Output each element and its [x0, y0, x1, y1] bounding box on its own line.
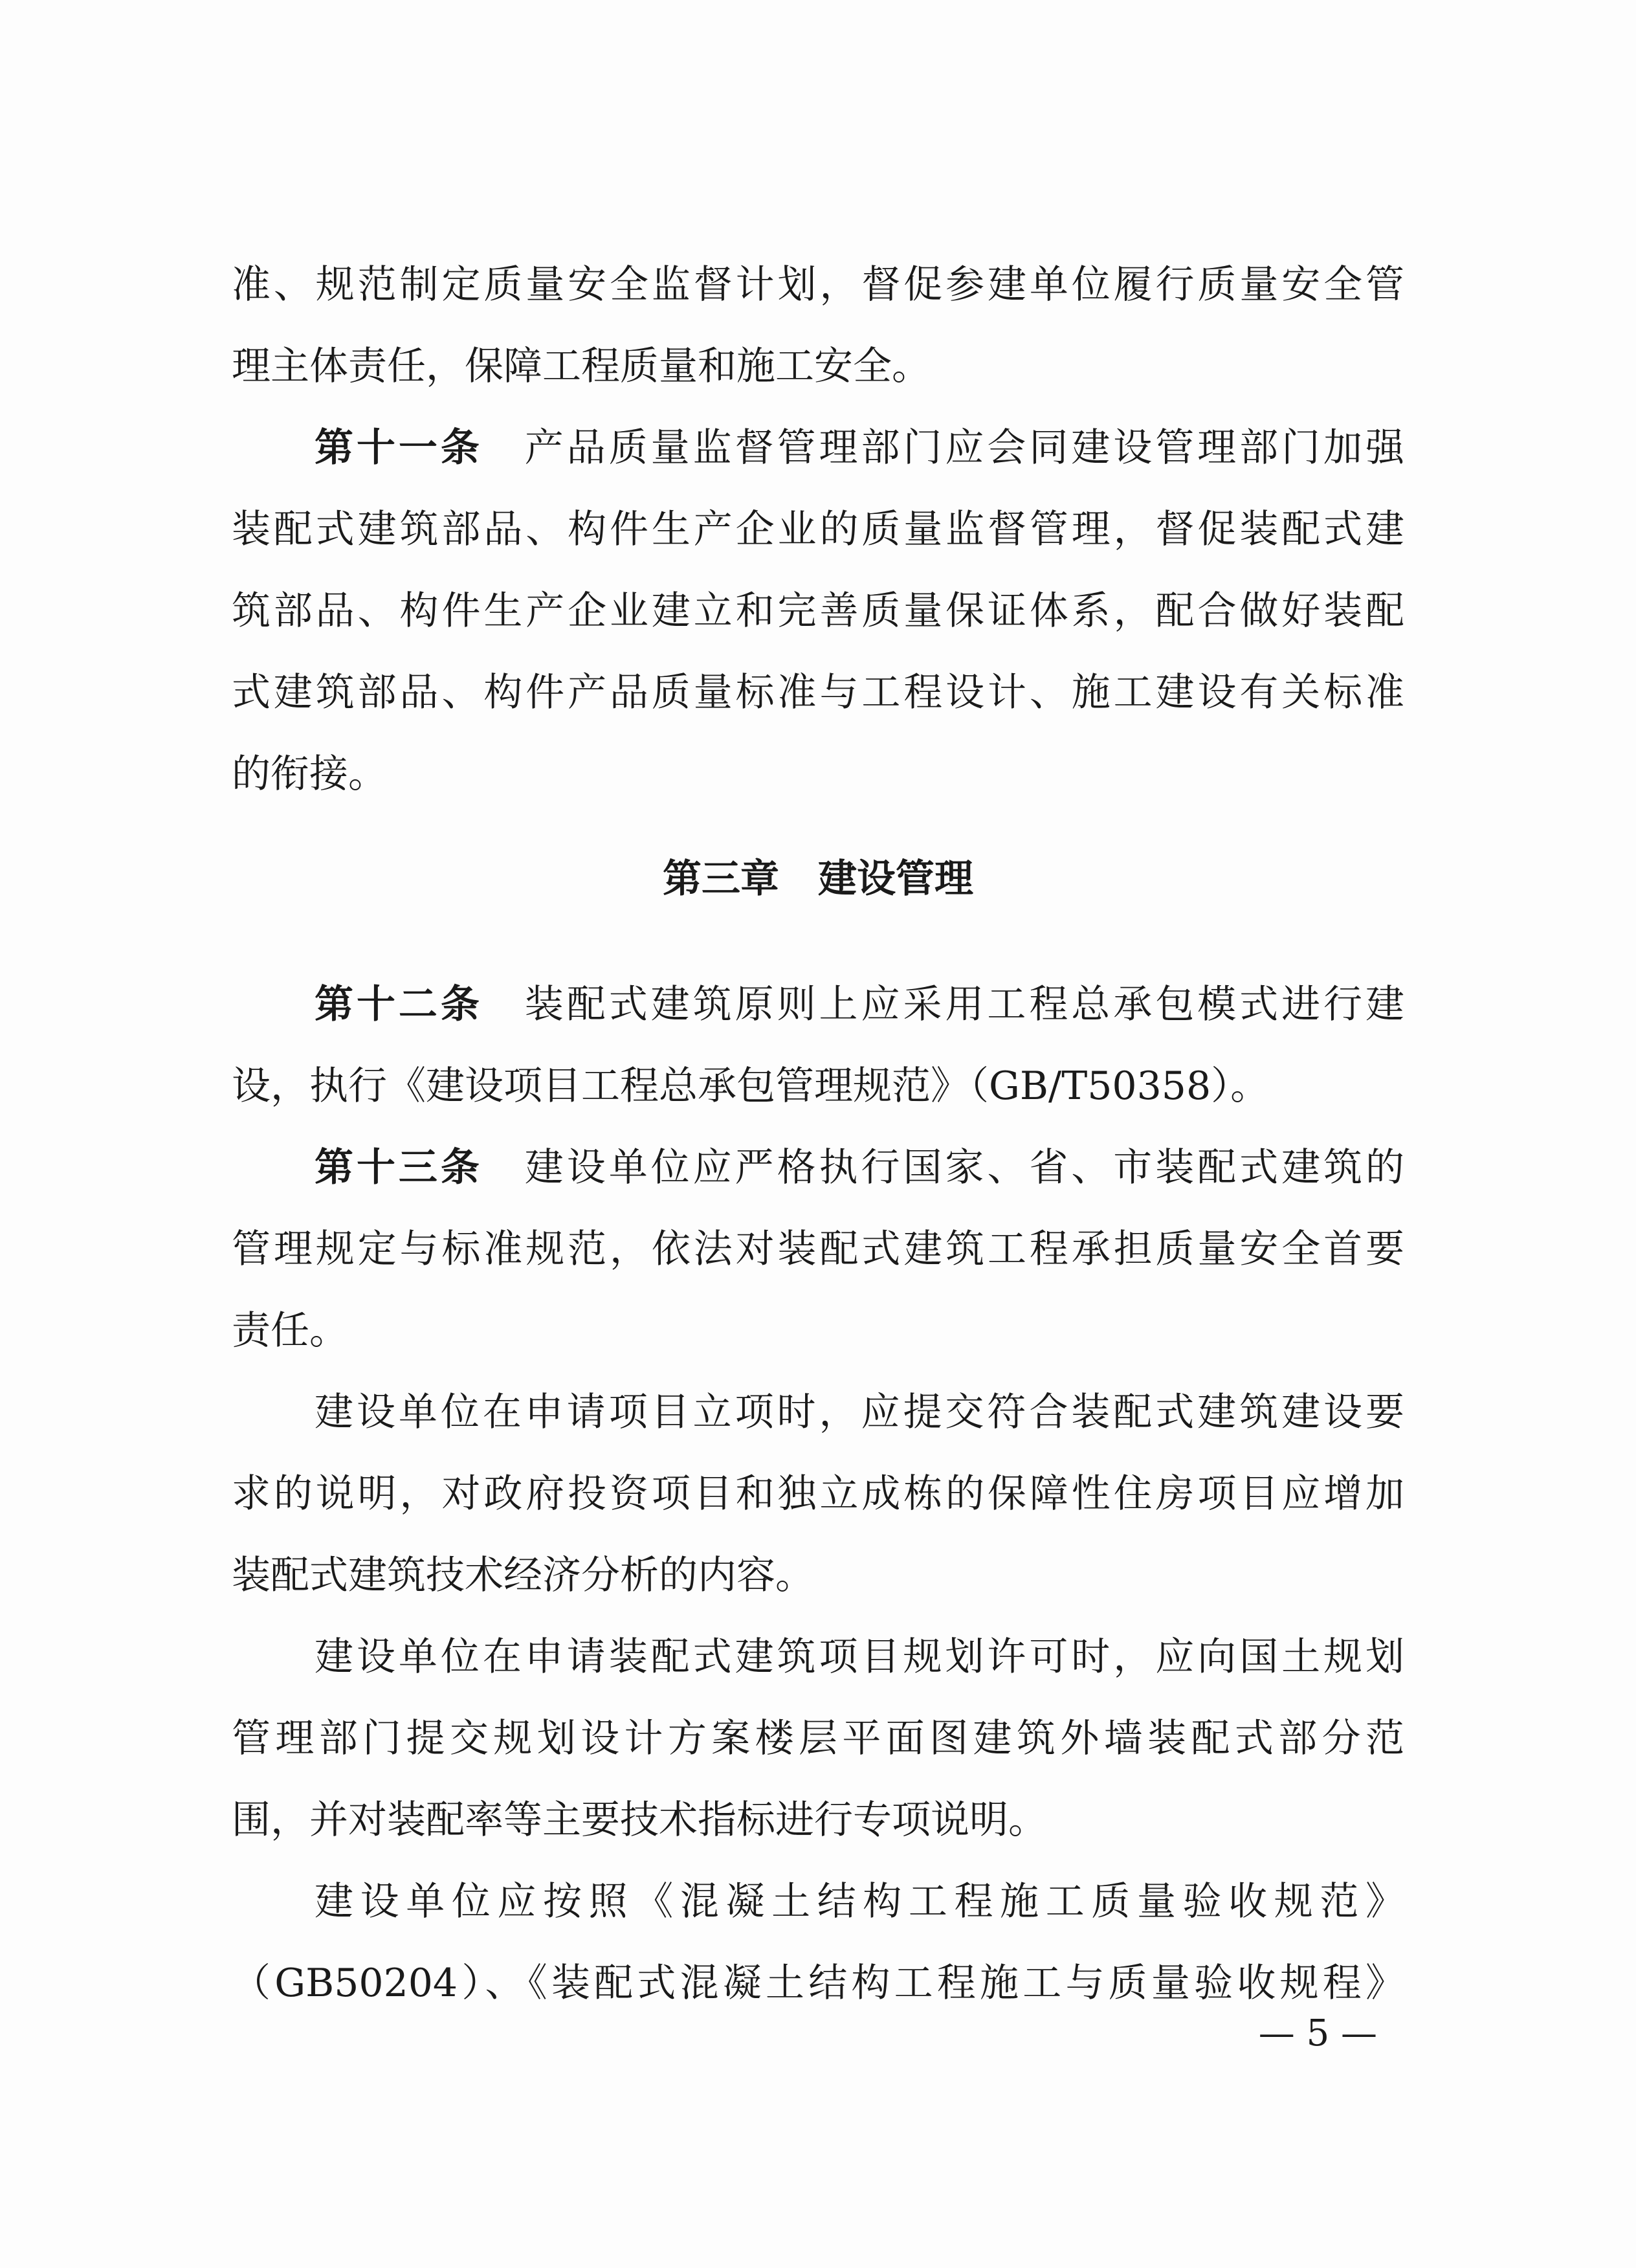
article-13-text: 建设单位应严格执行国家、省、市装配式建筑的: [521, 1145, 1405, 1190]
page-number: — 5 —: [1258, 2012, 1377, 2054]
chapter-heading: 第三章 建设管理: [663, 856, 973, 902]
text-line: 管理规定与标准规范，依法对装配式建筑工程承担质量安全首要: [232, 1227, 1404, 1272]
text-line: 装配式建筑技术经济分析的内容。: [232, 1553, 814, 1598]
text-line: 的衔接。: [232, 751, 387, 797]
text-line: 装配式建筑部品、构件生产企业的质量监督管理，督促装配式建: [232, 507, 1404, 552]
article-11-text: 产品质量监督管理部门应会同建设管理部门加强: [521, 425, 1405, 471]
article-11-first-line: [315, 422, 1404, 474]
text-line: 求的说明，对政府投资项目和独立成栋的保障性住房项目应增加: [232, 1471, 1404, 1517]
text-line: 设，执行《建设项目工程总承包管理规范》（GB/T50358）。: [232, 1063, 1270, 1109]
article-13-label: 第十三条: [315, 1145, 483, 1190]
paragraph-first-line: 建设单位在申请装配式建筑项目规划许可时，应向国土规划: [315, 1634, 1404, 1680]
text-line: 责任。: [232, 1308, 348, 1353]
text-line: 准、规范制定质量安全监督计划，督促参建单位履行质量安全管: [232, 262, 1404, 307]
text-line: 围，并对装配率等主要技术指标进行专项说明。: [232, 1797, 1047, 1843]
article-12-label: 第十二条: [315, 982, 483, 1027]
text-line: （GB50204）、《装配式混凝土结构工程施工与质量验收规程》: [232, 1961, 1404, 2006]
text-line: 管理部门提交规划设计方案楼层平面图建筑外墙装配式部分范: [232, 1716, 1404, 1761]
article-11-label: 第十一条: [315, 425, 483, 471]
text-line: 理主体责任，保障工程质量和施工安全。: [232, 344, 931, 389]
paragraph-first-line: 建设单位应按照《混凝土结构工程施工质量验收规范》: [315, 1879, 1404, 1924]
article-12-first-line: [315, 979, 1404, 1030]
article-13-first-line: [315, 1142, 1404, 1194]
text-line: 筑部品、构件生产企业建立和完善质量保证体系，配合做好装配: [232, 588, 1404, 634]
paragraph-first-line: 建设单位在申请项目立项时，应提交符合装配式建筑建设要: [315, 1390, 1404, 1435]
article-12-text: 装配式建筑原则上应采用工程总承包模式进行建: [521, 982, 1405, 1027]
text-line: 式建筑部品、构件产品质量标准与工程设计、施工建设有关标准: [232, 670, 1404, 715]
